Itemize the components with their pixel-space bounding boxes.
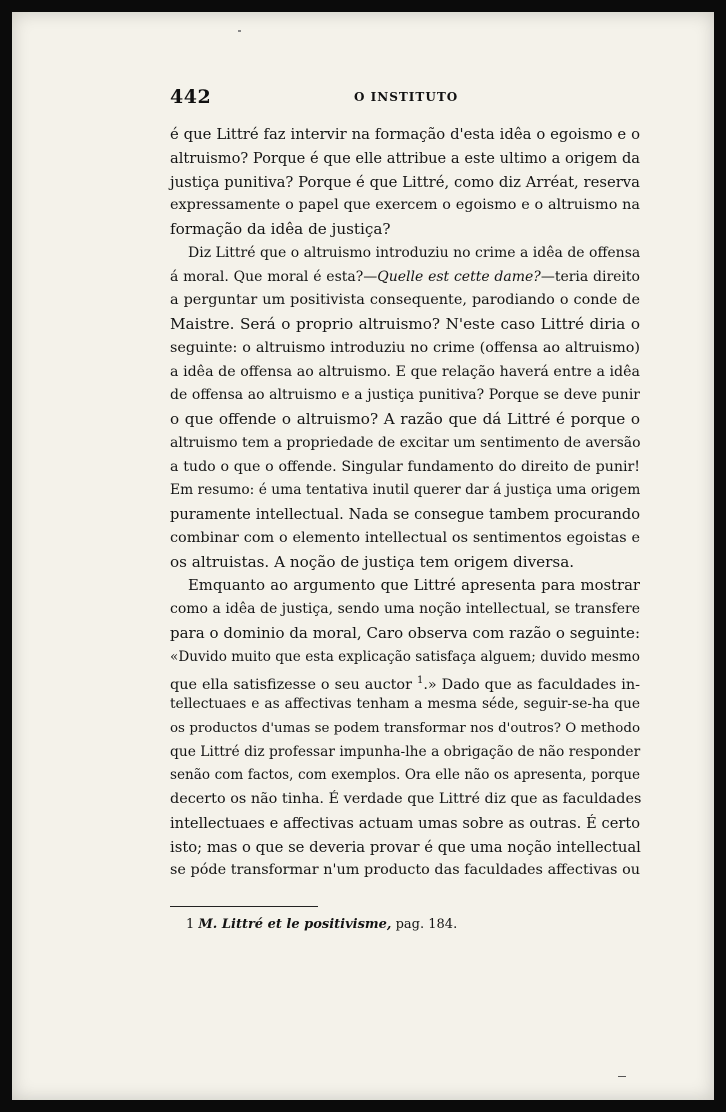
text-line: Maistre. Será o proprio altruismo? N'este caso Littré diria o xyxy=(170,315,640,333)
text-line: altruismo? Porque é que elle attribue a este ultimo a origem da xyxy=(170,149,640,167)
text-span: á moral. Que moral é esta? xyxy=(170,268,364,285)
text-line xyxy=(170,669,640,693)
text-line: a idêa de offensa ao altruismo. E que relação haverá entre a idêa xyxy=(170,363,640,380)
text-line: tellectuaes e as affectivas tenham a mesma séde, seguir-se-ha que xyxy=(170,696,640,712)
text-line: que Littré diz professar impunha-lhe a obrigação de não responder xyxy=(170,743,641,760)
text-line: intellectuaes e affectivas actuam umas sobre as outras. É certo xyxy=(170,814,640,832)
text-line: «Duvido muito que esta explicação satisfaça alguem; duvido mesmo xyxy=(170,648,640,665)
text-line: combinar com o elemento intellectual os sentimentos egoistas e xyxy=(170,529,640,546)
text-line: isto; mas o que se deveria provar é que uma noção intellectual xyxy=(170,838,641,856)
text-line: puramente intellectual. Nada se consegue tambem procurando xyxy=(170,506,640,523)
running-head: O INSTITUTO xyxy=(354,90,459,104)
text-line: para o dominio da moral, Caro observa com razão o seguinte: xyxy=(170,623,640,642)
text-line: Em resumo: é uma tentativa inutil querer dar á justiça uma origem xyxy=(170,482,641,499)
text-span: .» Dado que as faculdades in- xyxy=(423,677,640,694)
body-text xyxy=(170,123,640,883)
text-line: como a idêa de justiça, sendo uma noção intellectual, se transfere xyxy=(170,601,640,617)
text-line: o que offende o altruismo? A razão que dá Littré é porque o xyxy=(170,410,640,428)
text-line: os altruistas. A noção de justiça tem origem diversa. xyxy=(170,552,575,571)
scan-mark xyxy=(618,1076,626,1077)
footnote-ref: 1 xyxy=(416,675,424,687)
text-line: expressamente o papel que exercem o egoismo e o altruismo na xyxy=(170,197,640,214)
footnote-page: pag. 184. xyxy=(395,917,458,932)
footnote-rule xyxy=(170,906,318,907)
scan-speck xyxy=(238,30,241,32)
text-line: á moral. Que moral é esta?—Quelle est cette dame?—teria direito xyxy=(170,268,640,285)
text-span: teria direito xyxy=(554,268,640,285)
text-line: altruismo tem a propriedade de excitar um sentimento de aversão xyxy=(170,434,641,451)
text-line: senão com factos, com exemplos. Ora elle não os apresenta, porque xyxy=(170,767,640,784)
text-line: seguinte: o altruismo introduziu no crime (offensa ao altruismo) xyxy=(170,339,640,356)
text-line: decerto os não tinha. É verdade que Littré diz que as faculdades xyxy=(170,791,642,807)
italic-quote: Quelle est cette dame? xyxy=(377,268,541,285)
page-number: 442 xyxy=(170,86,212,108)
text-line: Diz Littré que o altruismo introduziu no crime a idêa de offensa xyxy=(188,244,641,261)
text-line: é que Littré faz intervir na formação d'esta idêa o egoismo e o xyxy=(170,126,640,143)
footnote-number: 1 xyxy=(186,917,195,932)
page-header xyxy=(170,86,650,112)
text-line: de offensa ao altruismo e a justiça punitiva? Porque se deve punir xyxy=(170,387,640,404)
text-line: a perguntar um positivista consequente, parodiando o conde de xyxy=(170,292,640,309)
text-line: formação da idêa de justiça? xyxy=(170,220,391,238)
text-line: justiça punitiva? Porque é que Littré, como diz Arréat, reserva xyxy=(170,173,640,191)
text-line: os productos d'umas se podem transformar nos d'outros? O methodo xyxy=(170,720,640,736)
text-line: se póde transformar n'um producto das faculdades affectivas ou xyxy=(170,862,640,879)
text-line: Emquanto ao argumento que Littré apresenta para mostrar xyxy=(188,577,640,595)
footnote-title: M. Littré et le positivisme, xyxy=(198,917,392,932)
text-span: que ella satisfizesse o seu auctor xyxy=(170,677,412,694)
footnote xyxy=(186,917,586,932)
text-line: a tudo o que o offende. Singular fundamento do direito de punir! xyxy=(170,458,640,475)
